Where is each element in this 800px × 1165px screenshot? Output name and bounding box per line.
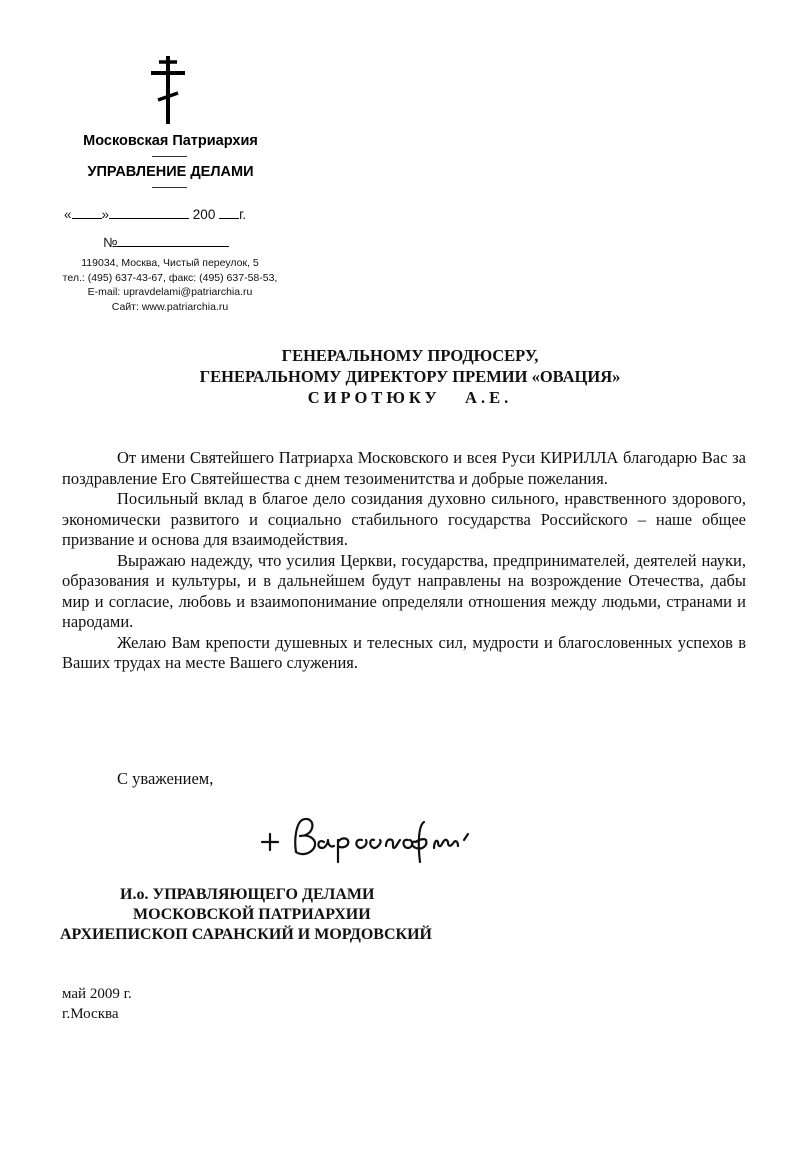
letter-date: май 2009 г.: [62, 986, 132, 1002]
body-paragraph: Посильный вклад в благое дело созидания духовно сильного, нравственного здорового, экономически развитого и социально стабильного государства Российского – наше общее призвание и основа для взаимодействия.: [62, 489, 746, 549]
body-paragraph: Желаю Вам крепости душевных и телесных сил, мудрости и благословенных успехов в Ваших трудах на месте Вашего служения.: [62, 632, 746, 672]
signatory-title: [60, 885, 530, 945]
website-line: Сайт: www.patriarchia.ru: [111, 300, 229, 313]
date-open-quote: «: [64, 207, 72, 222]
closing-phrase: С уважением,: [117, 769, 214, 788]
email-line: E-mail: upravdelami@patriarchia.ru: [87, 286, 253, 298]
date-year: 200: [192, 207, 216, 222]
month-blank: [109, 205, 189, 219]
signatory-title-line: И.о. УПРАВЛЯЮЩЕГО ДЕЛАМИ: [120, 886, 375, 903]
letter-footer: [62, 984, 132, 1024]
date-field: [64, 205, 246, 222]
date-close-quote: »: [101, 207, 110, 222]
number-field: [103, 233, 229, 250]
letter-body: [62, 448, 746, 674]
letter-place: г.Москва: [62, 1006, 119, 1022]
divider: [152, 156, 187, 157]
number-label: №: [103, 235, 118, 250]
phone-line: тел.: (495) 637-43-67, факс: (495) 637-58-53,: [62, 271, 278, 284]
date-suffix: г.: [239, 207, 247, 222]
signatory-title-line: АРХИЕПИСКОП САРАНСКИЙ И МОРДОВСКИЙ: [60, 926, 432, 943]
org-name: Московская Патриархия: [83, 133, 258, 149]
day-blank: [72, 205, 102, 219]
handwritten-signature: [258, 812, 490, 868]
body-paragraph: От имени Святейшего Патриарха Московского и всея Руси КИРИЛЛА благодарю Вас за поздравление Его Святейшества с днем тезоименитства и добрые пожелания.: [62, 448, 746, 488]
body-paragraph: Выражаю надежду, что усилия Церкви, государства, предпринимателей, деятелей науки, образования и культуры, и в дальнейшем будут направлены на возрождение Отечества, дабы мир и согласие, любовь и взаимопонимание определяли отношения между людьми, странами и народами.: [62, 550, 746, 631]
addressee-block: [100, 345, 720, 408]
year-blank: [219, 205, 239, 219]
address-line: 119034, Москва, Чистый переулок, 5: [81, 257, 259, 269]
org-address: [56, 256, 284, 314]
addressee-line: ГЕНЕРАЛЬНОМУ ПРОДЮСЕРУ,: [281, 346, 539, 365]
addressee-line: ГЕНЕРАЛЬНОМУ ДИРЕКТОРУ ПРЕМИИ «ОВАЦИЯ»: [199, 367, 621, 386]
department-name: УПРАВЛЕНИЕ ДЕЛАМИ: [87, 164, 254, 180]
signatory-title-line: МОСКОВСКОЙ ПАТРИАРХИИ: [133, 906, 371, 923]
addressee-name: СИРОТЮКУ А.Е.: [307, 388, 513, 407]
divider: [152, 187, 187, 188]
number-blank: [117, 233, 229, 247]
orthodox-cross-icon: [148, 56, 188, 124]
